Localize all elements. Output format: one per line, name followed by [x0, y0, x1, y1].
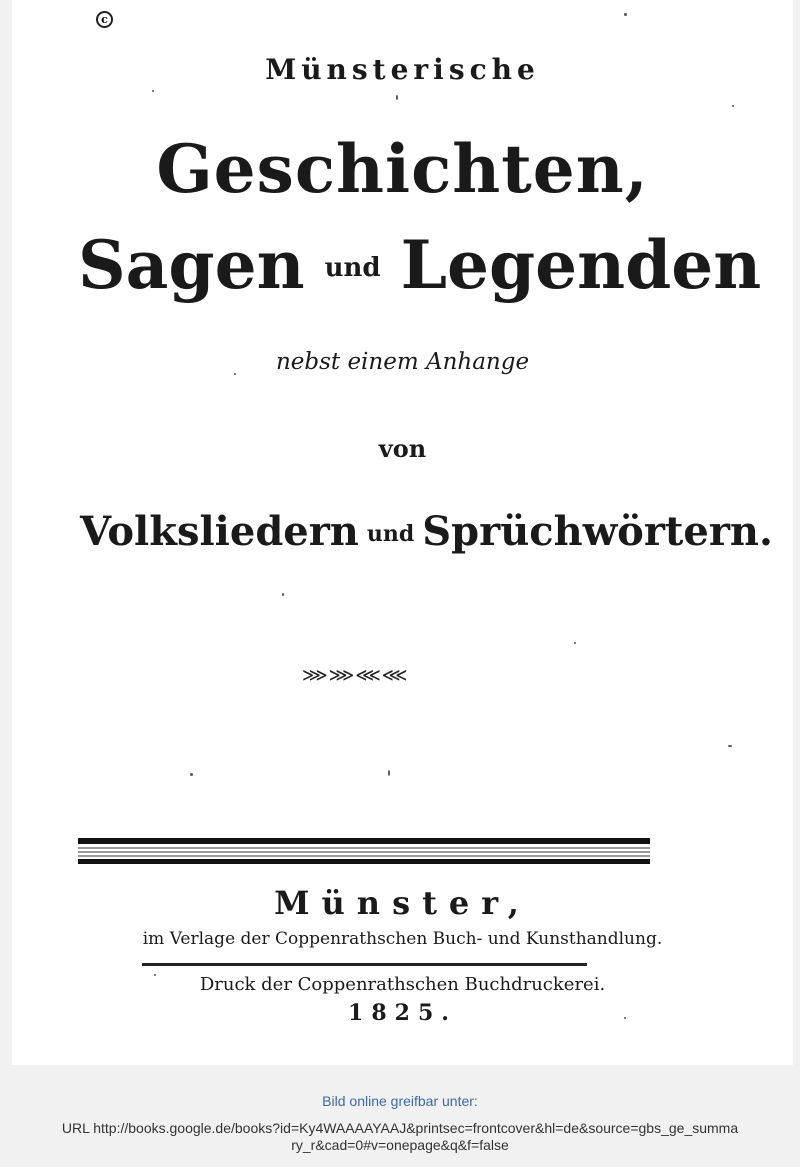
scan-speck	[190, 773, 193, 776]
scan-speck	[728, 745, 732, 747]
imprint-year: 1825.	[348, 1000, 457, 1026]
word-legenden: Legenden	[400, 226, 762, 304]
word-spruechwoertern: Sprüchwörtern.	[422, 508, 773, 555]
title-line-von: von	[378, 434, 427, 463]
word-und-2: und	[366, 521, 415, 547]
scan-speck	[152, 90, 154, 92]
footer-url[interactable]: URL http://books.google.de/books?id=Ky4WAAAAYAAJ&printsec=frontcover&hl=de&source=gbs_ge_summary_r&cad=0#v=onepage&q&f=false	[61, 1120, 739, 1153]
scan-speck	[234, 373, 236, 375]
scan-speck	[624, 1017, 626, 1019]
scan-speck	[388, 770, 390, 776]
scan-speck	[154, 974, 156, 976]
ornament-divider: ⋙⋙⋘⋘	[302, 665, 409, 686]
scan-speck	[574, 642, 576, 644]
decorative-rule	[78, 836, 650, 866]
scan-speck	[732, 105, 734, 107]
imprint-place: Münster,	[274, 884, 531, 922]
title-line-geschichten: Geschichten,	[156, 130, 649, 208]
scan-speck	[396, 95, 398, 100]
title-line-volksliedern	[80, 508, 773, 555]
title-line-muensterische: Münsterische	[265, 53, 540, 86]
title-line-sagen-legenden	[78, 226, 761, 304]
scan-speck	[624, 13, 627, 16]
word-und: und	[324, 253, 381, 283]
library-stamp-icon: c	[96, 11, 113, 28]
word-sagen: Sagen	[78, 226, 305, 304]
imprint-divider	[142, 963, 587, 966]
title-line-nebst: nebst einem Anhange	[275, 349, 530, 375]
imprint-publisher: im Verlage der Coppenrathschen Buch- und Kunsthandlung.	[142, 929, 663, 949]
scanned-page	[12, 0, 793, 1065]
word-volksliedern: Volksliedern	[80, 508, 359, 555]
imprint-printer: Druck der Coppenrathschen Buchdruckerei.	[199, 974, 606, 995]
footer-label: Bild online greifbar unter:	[322, 1093, 478, 1109]
scan-speck	[282, 593, 284, 596]
